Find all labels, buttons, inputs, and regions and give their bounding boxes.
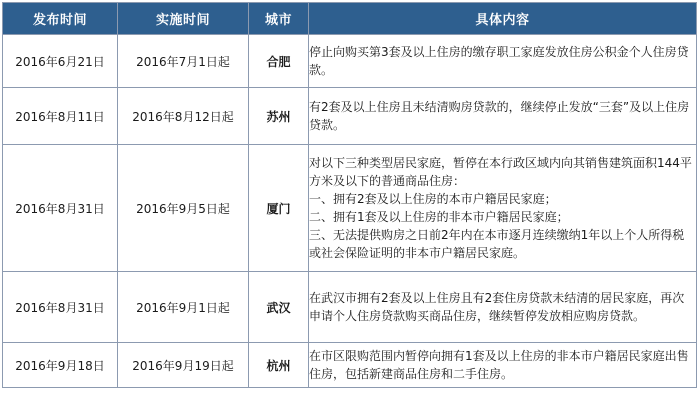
content-line: 三、无法提供购房之日前2年内在本市逐月连续缴纳1年以上个人所得税或社会保险证明的非本市户籍居民家庭。	[309, 228, 685, 260]
table-row	[3, 145, 697, 272]
content-line: 对以下三种类型居民家庭，暂停在本行政区域内向其销售建筑面积144平方米及以下的普通商品住房：	[309, 156, 692, 188]
header-content: 具体内容	[309, 3, 697, 35]
effective-date-cell: 2016年8月12日起	[118, 88, 249, 145]
city-cell: 苏州	[249, 88, 309, 145]
content-cell	[309, 343, 697, 388]
city-cell: 武汉	[249, 272, 309, 343]
effective-date-cell: 2016年7月1日起	[118, 35, 249, 88]
table-row	[3, 272, 697, 343]
table-row	[3, 88, 697, 145]
content-line: 二、拥有1套及以上住房的非本市户籍居民家庭；	[309, 210, 569, 224]
content-line: 停止向购买第3套及以上住房的缴存职工家庭发放住房公积金个人住房贷款。	[309, 45, 689, 77]
header-row	[3, 3, 697, 35]
table-row	[3, 343, 697, 388]
publish-date-cell: 2016年6月21日	[3, 35, 118, 88]
effective-date-cell: 2016年9月19日起	[118, 343, 249, 388]
content-cell	[309, 35, 697, 88]
publish-date-cell: 2016年8月31日	[3, 145, 118, 272]
content-line: 有2套及以上住房且未结清购房贷款的，继续停止发放“三套”及以上住房贷款。	[309, 100, 690, 132]
table-row	[3, 35, 697, 88]
effective-date-cell: 2016年9月1日起	[118, 272, 249, 343]
content-cell	[309, 88, 697, 145]
effective-date-cell: 2016年9月5日起	[118, 145, 249, 272]
table-body	[3, 35, 697, 388]
publish-date-cell: 2016年9月18日	[3, 343, 118, 388]
content-cell	[309, 272, 697, 343]
city-cell: 杭州	[249, 343, 309, 388]
content-line: 在市区限购范围内暂停向拥有1套及以上住房的非本市户籍居民家庭出售住房，包括新建商品住房和二手住房。	[309, 349, 689, 381]
publish-date-cell: 2016年8月31日	[3, 272, 118, 343]
header-publish-date: 发布时间	[3, 3, 118, 35]
content-line: 在武汉市拥有2套及以上住房且有2套住房贷款未结清的居民家庭，再次申请个人住房贷款购买商品住房，继续暂停发放相应购房贷款。	[309, 291, 685, 323]
content-cell	[309, 145, 697, 272]
publish-date-cell: 2016年8月11日	[3, 88, 118, 145]
content-line: 一、拥有2套及以上住房的本市户籍居民家庭；	[309, 192, 557, 206]
city-cell: 厦门	[249, 145, 309, 272]
table-header	[3, 3, 697, 35]
policy-table	[2, 2, 697, 388]
city-cell: 合肥	[249, 35, 309, 88]
header-city: 城市	[249, 3, 309, 35]
header-effective-date: 实施时间	[118, 3, 249, 35]
